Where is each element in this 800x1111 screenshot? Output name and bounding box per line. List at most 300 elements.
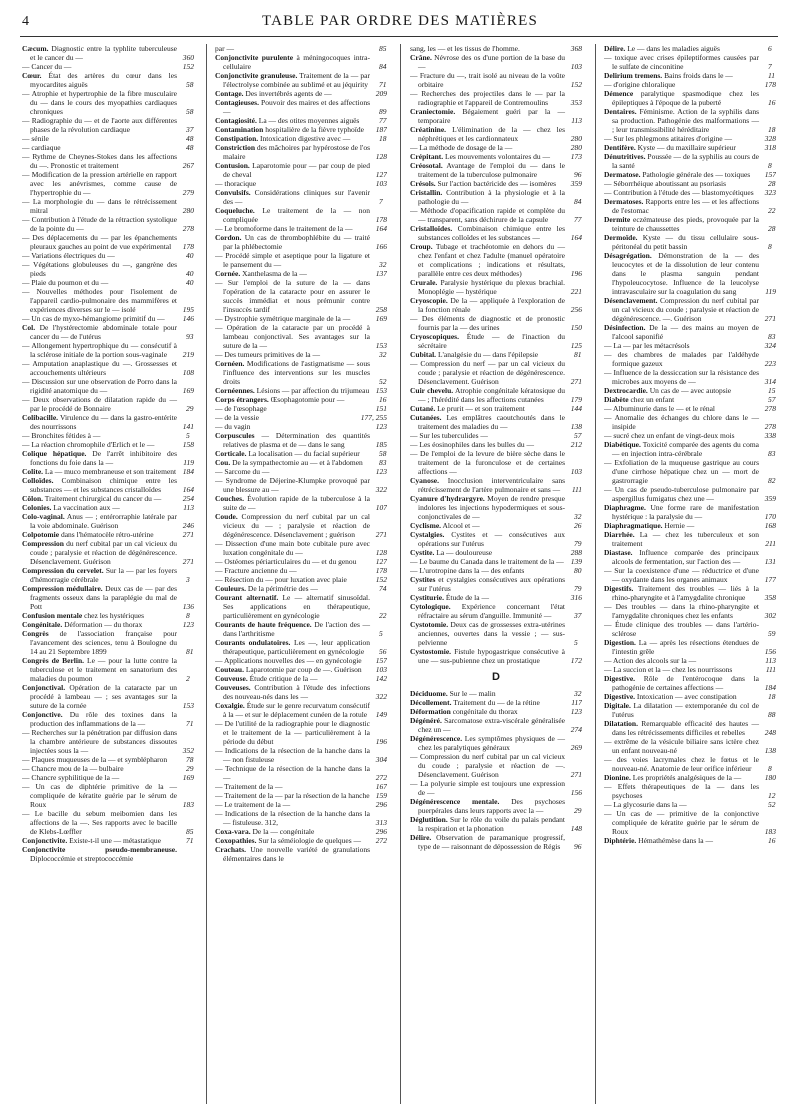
entry-heading: Corticale.: [215, 449, 247, 458]
entry-page-number: 185: [375, 440, 387, 449]
index-entry: [22, 773, 194, 782]
index-entry: Confusion mentale chez les hystériques 8: [22, 611, 190, 620]
index-entry: Digitale. La dilatation — extemporanée du col de l'utérus 88: [604, 701, 776, 719]
index-entry: [215, 413, 387, 422]
entry-text: Féminisme. Action de la syphilis dans sa production. Pathogénie des malformations — ; leur transmissibilité héréditaire: [612, 107, 759, 134]
entry-text: Une nouvelle variété de granulations élémentaires dans le: [223, 845, 370, 863]
index-entry: [215, 422, 387, 431]
index-entry: Cyclisme. Alcool et — 26: [410, 521, 582, 530]
entry-text: Traitement du — de la rétine: [451, 698, 540, 707]
entry-heading: Diaphragmatique.: [604, 521, 663, 530]
entry-heading: Dermoïde.: [604, 233, 638, 242]
entry-text: de l'association française pour l'avancement des sciences, tenu à Boulogne du 14 au 21 Septembre 1899: [30, 629, 177, 656]
entry-page-number: 211: [765, 539, 776, 548]
entry-text: Déformation — du thorax: [62, 620, 143, 629]
entry-text: — Plaques muqueuses de la — et symblépharon: [22, 755, 168, 764]
entry-heading: Contagieuses.: [215, 98, 259, 107]
entry-text: — Dystrophie symétrique marginale de la —: [215, 314, 351, 323]
entry-heading: Crurale.: [410, 278, 438, 287]
index-entry: [604, 521, 776, 530]
index-entry: [215, 179, 387, 188]
index-entry: [22, 449, 194, 467]
index-entry: [215, 224, 387, 233]
entry-page-number: 159: [375, 791, 387, 800]
entry-text: — Le traitement de la —: [215, 800, 291, 809]
entry-text: — La polyurie simple est toujours une expression de —: [410, 779, 565, 797]
entry-text: — Fracture du —, trait isolé au niveau de la voûte orbitaire: [410, 71, 565, 89]
entry-page-number: 279: [182, 188, 194, 197]
entry-text: Des invertébrés agents de —: [243, 89, 332, 98]
index-entry: [410, 44, 582, 53]
entry-page-number: 274: [570, 725, 582, 734]
entry-text: — du vagin: [215, 422, 251, 431]
entry-text: La — des otites moyennes aiguës: [256, 116, 360, 125]
index-entry: [215, 278, 387, 314]
entry-text: à méningocoques intra-cellulaire: [223, 53, 370, 71]
entry-page-number: 358: [764, 593, 776, 602]
entry-text: congénitale du thorax: [450, 707, 518, 716]
entry-text: — De l'utilité de la radiographie pour le diagnostic et le traitement de la — particulièrement à la période du début: [215, 719, 370, 746]
index-entry: [22, 170, 194, 197]
index-entry: [215, 233, 387, 251]
entry-text: Poussée — de la syphilis au cours de la santé: [612, 152, 759, 170]
index-entry: [215, 143, 387, 161]
entry-page-number: 246: [182, 521, 194, 530]
index-entry: — Exfoliation de la muqueuse gastrique au cours d'une cirrhose hépatique chez un — mort de gastrorragie 82: [604, 458, 776, 485]
entry-page-number: 107: [375, 503, 387, 512]
entry-heading: Dermatoses.: [604, 197, 644, 206]
entry-text: Deux cas de grossesses extra-utérines anciennes, ouvertes dans la vessie ; — sus-pelvienne: [418, 620, 565, 647]
entry-page-number: 278: [764, 404, 776, 413]
entry-heading: Compression médullaire.: [22, 584, 103, 593]
index-entry: [410, 593, 582, 602]
entry-heading: Conjonctivite purulente: [215, 53, 294, 62]
entry-text: — Méthode d'opacification rapide et complète du — transparent, sans déchirure de la capsule: [410, 206, 565, 224]
entry-text: — Le baume du Canada dans le traitement de la —: [410, 557, 564, 566]
index-entry: Cyanure d'hydrargyre. Moyen de rendre presque indolores les injections hypodermiques et sous-conjonctivales de — 32: [410, 494, 582, 521]
entry-text: Sur la séméiologie de quelques —: [256, 836, 362, 845]
entry-text: — Contribution à l'étude des — blastomycétiques: [604, 188, 754, 197]
entry-heading: Delirium tremens.: [604, 71, 663, 80]
entry-text: État des artères du cœur dans les myocardites aiguës: [30, 71, 177, 89]
index-entry: Créosotal. Avantage de l'emploi du — dans le traitement de la tuberculose pulmonaire 96: [410, 161, 582, 179]
index-entry: [22, 620, 194, 629]
index-entry: [604, 530, 776, 548]
entry-heading: Décollement.: [410, 698, 452, 707]
index-entry: [410, 548, 582, 557]
index-entry: Dermatoses. Rapports entre les — et les affections de l'estomac 22: [604, 197, 776, 215]
index-entry: Cornéen. Modifications de l'astigmatisme — sous l'influence des interventions sur les muscles droits 52: [215, 359, 387, 386]
entry-text: — de l'œsophage: [215, 404, 267, 413]
entry-text: L'analgésie du — dans l'épilepsie: [436, 350, 539, 359]
entry-text: — Étude clinique des troubles — dans l'artério-sclérose: [604, 620, 759, 638]
entry-page-number: 304: [375, 755, 387, 764]
entry-page-number: 323: [764, 188, 776, 197]
entry-heading: Crachats.: [215, 845, 247, 854]
entry-page-number: 272: [375, 836, 387, 845]
entry-text: Étude sur le genre recurvatum consécutif à la — et sur le déplacement cunéen de la rotule: [223, 701, 370, 719]
entry-text: — Albuminurie dans le — et le rénal: [604, 404, 716, 413]
index-entry: — Sur les tuberculides — 57: [410, 431, 582, 440]
entry-text: De la — appliquée à l'exploration de la fonction rénale: [418, 296, 565, 314]
entry-page-number: 153: [182, 701, 194, 710]
index-entry: — Des tumeurs primitives de la — 32: [215, 350, 387, 359]
index-entry: [215, 269, 387, 278]
entry-heading: Cystalgies.: [410, 530, 445, 539]
entry-text: — toxique avec crises épileptiformes causées par le sulfate de cinconitine: [604, 53, 759, 71]
entry-text: Rôle de l'entérocoque dans la pathogénie de certaines affections —: [612, 674, 759, 692]
entry-heading: Constriction: [215, 143, 255, 152]
entry-page-number: 302: [764, 611, 776, 620]
entry-page-number: 103: [570, 467, 582, 476]
index-entry: [215, 809, 387, 827]
entry-heading: Cutanées.: [410, 413, 442, 422]
entry-text: Influence comparée des principaux alcools de fermentation, sur l'action des —: [612, 548, 759, 566]
index-entry: [410, 404, 582, 413]
entry-text: De la — congénitale: [250, 827, 315, 836]
entry-text: par —: [215, 44, 234, 53]
index-entry: [22, 359, 194, 377]
index-entry: [22, 530, 194, 539]
entry-text: Sur l'action bactéricide des — isomères: [435, 179, 557, 188]
entry-text: — Syndrome de Déjerine-Klumpke provoqué par une blessure au —: [215, 476, 370, 494]
entry-heading: Contage.: [215, 89, 244, 98]
index-entry: [22, 539, 194, 566]
entry-page-number: 219: [182, 350, 194, 359]
entry-heading: Délire.: [604, 44, 626, 53]
index-entry: Congrès de Berlin. Le — pour la lutte contre la tuberculose et le traitement en sanatorium des maladies du poumon 2: [22, 656, 190, 683]
entry-text: — Cancer du —: [22, 62, 72, 71]
entry-page-number: 184: [764, 683, 776, 692]
entry-text: Les propriétés analgésiques de la —: [630, 773, 742, 782]
entry-text: Kyste — du maxillaire supérieur: [635, 143, 736, 152]
entry-text: — Rythme de Cheynes-Stokes dans les affections du —. Pronostic et traitement: [22, 152, 177, 170]
index-entry: Diphtérie. Hémathémèse dans la — 16: [604, 836, 776, 845]
index-entry: — Radiographie du — et de l'aorte aux différentes phases de la révolution cardiaque 37: [22, 116, 194, 134]
entry-heading: Colibacille.: [22, 413, 59, 422]
entry-text: Cystites et — consécutives aux opérations sur l'utérus: [418, 530, 565, 548]
entry-page-number: 288: [570, 548, 582, 557]
entry-text: Intoxication — avec constipation: [635, 692, 737, 701]
entry-page-number: 296: [375, 827, 387, 836]
entry-page-number: 271: [570, 377, 582, 386]
index-entry: [604, 80, 776, 89]
entry-text: — La morphologie du — dans le rétrécissement mitral: [22, 197, 177, 215]
index-entry: Déciduome. Sur le — malin 32: [410, 689, 582, 698]
index-entry: — Le bacille du sebum meibomien dans les affections de la —. Ses rapports avec le bacille de Klebs-Lœffler 85: [22, 809, 194, 836]
entry-text: La — après les résections étendues de l'intestin grêle: [612, 638, 759, 656]
entry-text: — Chancre mou de la — bulbaire: [22, 764, 124, 773]
entry-text: De la sympathectomie au — et à l'abdomen: [230, 458, 363, 467]
page-number: 4: [22, 14, 29, 29]
entry-text: Une forme rare de manifestation hystérique : la paralysie du —: [612, 503, 759, 521]
column-divider: [400, 44, 401, 1104]
entry-text: Pathologie générale des — toxiques: [640, 170, 751, 179]
index-entry: [410, 359, 582, 386]
entry-page-number: 103: [375, 179, 387, 188]
index-entry: [215, 161, 387, 179]
entry-text: chez les hystériques: [82, 611, 145, 620]
index-entry: — L'urotropine dans la — des enfants 80: [410, 566, 582, 575]
entry-heading: Corps étrangers.: [215, 395, 269, 404]
entry-text: — sucré chez un enfant de vingt-deux mois: [604, 431, 735, 440]
index-entry: [215, 206, 387, 224]
index-entry: [410, 815, 582, 833]
entry-text: — Sarcome du —: [215, 467, 270, 476]
entry-heading: Cryoscopiques.: [410, 332, 459, 341]
entry-heading: Cystostomie.: [410, 647, 452, 656]
entry-text: — Le bromoforme dans le traitement de la —: [215, 224, 353, 233]
index-entry: [22, 728, 194, 755]
entry-page-number: 352: [182, 746, 194, 755]
entry-text: — sénile: [22, 134, 49, 143]
index-entry: Cristallin. Contribution à la physiologie et à la pathologie du — 84: [410, 188, 582, 206]
entry-heading: Cristalloïdes.: [410, 224, 453, 233]
entry-heading: Dermatose.: [604, 170, 641, 179]
index-entry: Col. De l'hystérectomie abdominale totale pour cancer du — de l'utérus 93: [22, 323, 194, 341]
entry-heading: Désenclavement.: [604, 296, 658, 305]
entry-heading: Cornée.: [215, 269, 241, 278]
entry-heading: Cornéen.: [215, 359, 245, 368]
index-entry: [22, 197, 194, 215]
entry-page-number: 353: [570, 98, 582, 107]
entry-heading: Diabétique.: [604, 440, 641, 449]
entry-heading: Dextrocardie.: [604, 386, 648, 395]
index-entry: [604, 584, 776, 602]
index-entry: Courants de haute fréquence. De l'action des — dans l'arthritisme 5: [215, 620, 383, 638]
entry-text: eczémateuse des pieds, provoquée par la teinture de chaussettes: [612, 215, 759, 233]
entry-page-number: 221: [570, 287, 582, 296]
entry-page-number: 178: [375, 566, 387, 575]
entry-text: — Chancre syphilitique de la —: [22, 773, 120, 782]
entry-text: — Atrophie et hypertrophie de la fibre musculaire du — dans le cours des myopathies cardiaques chroniques: [22, 89, 177, 116]
entry-heading: Colpotomie: [22, 530, 60, 539]
entry-heading: Coude.: [215, 512, 238, 521]
index-entry: [215, 656, 387, 665]
index-entry: Cou. De la sympathectomie au — et à l'abdomen 83: [215, 458, 387, 467]
index-entry: — Procédé simple et aseptique pour la ligature et le pansement du — 32: [215, 251, 387, 269]
entry-text: Le traitement de la — non compliquée: [223, 206, 370, 224]
index-entry: Démence paralytique spasmodique chez les épileptiques à l'époque de la puberté 16: [604, 89, 776, 107]
index-entry: [22, 782, 194, 809]
entry-text: — Allongement hypertrophique du — consécutif à la sclérose initiale de la portion sous-vaginale: [22, 341, 177, 359]
index-entry: [604, 404, 776, 413]
entry-text: — Des déplacements du — par les épanchements pleuraux gauches au point de vue expérimental: [22, 233, 177, 251]
entry-text: — La méthode de dosage de la —: [410, 143, 513, 152]
entry-page-number: 280: [182, 206, 194, 215]
entry-page-number: 137: [375, 269, 387, 278]
entry-text: — Indications de la résection de la hanche dans la — fistuleuse. 312,: [215, 809, 370, 827]
index-entry: [604, 251, 776, 296]
index-entry: [215, 404, 387, 413]
index-entry: [410, 779, 582, 797]
entry-text: L'élimination de la — chez les néphrétiques et les cardionnateux: [418, 125, 565, 143]
entry-heading: Colloïdes.: [22, 476, 54, 485]
entry-text: — Ostéomes périarticulaires du — et du genou: [215, 557, 357, 566]
entry-page-number: 152: [375, 575, 387, 584]
entry-text: Compression du nerf cubital par un cal vicieux du coude ; paralysie et réaction de dégénérescence. —. Guérison: [612, 296, 759, 323]
index-entry: [22, 377, 194, 395]
entry-text: — Détermination des quantités relatives de plasma et de — dans le sang: [223, 431, 370, 449]
entry-text: — La — par les métacrésols: [604, 341, 690, 350]
index-entry: [22, 476, 194, 494]
entry-page-number: 272: [375, 773, 387, 782]
entry-page-number: 141: [182, 422, 194, 431]
entry-text: — Bronchites fétides à —: [22, 431, 101, 440]
entry-text: des mâchoires par hypérostose de l'os malaire: [223, 143, 370, 161]
index-entry: Cystites et cystalgies consécutives aux opérations sur l'utérus 79: [410, 575, 582, 593]
entry-heading: Contusion.: [215, 161, 250, 170]
index-entry: [604, 674, 776, 692]
entry-text: paralytique spasmodique chez les épileptiques à l'époque de la puberté: [612, 89, 759, 107]
entry-text: — La glycosurie dans la —: [604, 800, 687, 809]
index-entry: Diabète chez un enfant 57: [604, 395, 776, 404]
entry-page-number: 103: [570, 62, 582, 71]
index-entry: [410, 152, 582, 161]
entry-page-number: 157: [764, 170, 776, 179]
index-entry: — Atrophie et hypertrophie de la fibre musculaire du — dans le cours des myopathies cardiaques chroniques 58: [22, 89, 194, 116]
entry-page-number: 328: [764, 134, 776, 143]
entry-text: — Les éosinophiles dans les bulles du —: [410, 440, 534, 449]
entry-heading: Côlon.: [22, 494, 44, 503]
entry-page-number: 123: [182, 620, 194, 629]
entry-heading: Délire.: [410, 833, 432, 842]
entry-text: Névrose des os d'une portion de la base du —: [418, 53, 565, 71]
entry-text: Intoxication digestive avec —: [258, 134, 351, 143]
entry-page-number: 184: [182, 467, 194, 476]
index-entry: Digestive. Intoxication — avec constipation 18: [604, 692, 776, 701]
entry-page-number: 139: [570, 557, 582, 566]
index-entry: [215, 683, 387, 701]
entry-page-number: 113: [183, 503, 194, 512]
entry-heading: Cryoscopie.: [410, 296, 448, 305]
entry-page-number: 278: [764, 422, 776, 431]
index-entry: [410, 449, 582, 476]
entry-page-number: 173: [570, 152, 582, 161]
entry-text: Existe-t-il une — métastatique: [67, 836, 161, 845]
index-entry: [215, 314, 387, 323]
entry-page-number: 138: [764, 746, 776, 755]
entry-text: Moyen de rendre presque indolores les injections hypodermiques et sous-conjonctivales de —: [418, 494, 566, 521]
entry-page-number: 144: [570, 404, 582, 413]
entry-page-number: 136: [182, 602, 194, 611]
index-entry: [410, 647, 582, 665]
index-entry: [215, 386, 387, 395]
index-entry: [22, 44, 194, 62]
entry-page-number: 183: [764, 827, 776, 836]
entry-heading: Démence: [604, 89, 634, 98]
index-entry: Dentaires. Féminisme. Action de la syphilis dans sa production. Pathogénie des malformations — ; leur transmissibilité héréditaire 18: [604, 107, 776, 134]
entry-page-number: 187: [375, 125, 387, 134]
entry-page-number: 151: [375, 404, 387, 413]
entry-page-number: 359: [764, 494, 776, 503]
entry-heading: Courants ondulatoires.: [215, 638, 291, 647]
index-entry: Cystalgies. Cystites et — consécutives aux opérations sur l'utérus 79: [410, 530, 582, 548]
entry-text: — Variations électriques du —: [22, 251, 115, 260]
entry-heading: Coxa-vara.: [215, 827, 251, 836]
entry-text: — Traitement de la — par la résection de la hanche: [215, 791, 370, 800]
entry-heading: Créatinine.: [410, 125, 447, 134]
entry-text: — Un cas de myxo-hémangiome primitif du —: [22, 314, 165, 323]
entry-text: — Effets thérapeutiques de la — dans les psychoses: [604, 782, 759, 800]
entry-text: — Modification de la pression artérielle en rapport avec les anévrismes, comme cause de l'hypertrophie du —: [22, 170, 177, 197]
entry-text: Du rôle des toxines dans la production des inflammations de la —: [30, 710, 177, 728]
entry-page-number: 166: [375, 242, 387, 251]
entry-page-number: 314: [764, 377, 776, 386]
index-entry: [604, 656, 776, 665]
entry-text: Un cas de thrombophlébite du — traité par la phlébectomie: [223, 233, 370, 251]
entry-page-number: 164: [570, 233, 582, 242]
entry-page-number: 153: [375, 386, 387, 395]
entry-heading: Colique hépatique.: [22, 449, 87, 458]
entry-page-number: 111: [765, 665, 776, 674]
entry-heading: Colite.: [22, 467, 44, 476]
entry-text: Anus — ; entérorraphie latérale par la voie abdominale. Guérison: [30, 512, 177, 530]
entry-text: Kyste — du tissu cellulaire sous-péritonéal du petit bassin: [612, 233, 759, 251]
index-entry: [215, 719, 387, 746]
entry-heading: Craniectomie.: [410, 107, 456, 116]
index-entry: Corps étrangers. Œsophagotomie pour — 16: [215, 395, 387, 404]
index-entry: [215, 566, 387, 575]
index-entry: [410, 332, 582, 350]
entry-heading: Désagrégation.: [604, 251, 652, 260]
index-entry: [604, 773, 776, 782]
entry-text: Avantage de l'emploi du — dans le traitement de la tuberculose pulmonaire: [418, 161, 565, 179]
index-entry: Conjonctivite granuleuse. Traitement de la — par l'électrolyse combinée au sublimé et au jéquirity 71: [215, 71, 387, 89]
entry-text: Expérience concernant l'état réfractaire au sérum d'anguille. Immunité —: [418, 602, 565, 620]
index-entry: [215, 323, 387, 350]
entry-heading: Conjonctival.: [22, 683, 66, 692]
entry-heading: Coxalgie.: [215, 701, 245, 710]
index-column-4: [604, 44, 776, 1104]
entry-heading: Cristallin.: [410, 188, 443, 197]
index-entry: [22, 215, 194, 233]
entry-text: Traitement chirurgical du cancer du —: [43, 494, 162, 503]
entry-text: Les emplâtres caoutchoutés dans le traitement des maladies du —: [418, 413, 565, 431]
entry-text: — Des éléments de diagnostic et de pronostic fournis par la — des urines: [410, 314, 565, 332]
index-entry: Delirium tremens. Bains froids dans le — 11: [604, 71, 775, 80]
index-entry: — Séborrhéique aboutissant au psoriasis 28: [604, 179, 776, 188]
index-entry: par — 85: [215, 44, 387, 53]
entry-page-number: 280: [570, 143, 582, 152]
entry-page-number: 152: [570, 80, 582, 89]
index-entry: Cubital. L'analgésie du — dans l'épilepsie 81: [410, 350, 582, 359]
entry-text: — Contribution à l'étude de la rétraction systolique de la pointe du —: [22, 215, 177, 233]
entry-heading: Coxopathies.: [215, 836, 257, 845]
entry-text: Considérations cliniques sur l'avenir des —: [223, 188, 370, 206]
index-entry: Corticale. La localisation — du facial supérieur 58: [215, 449, 387, 458]
entry-heading: Cubital.: [410, 350, 437, 359]
index-entry: Cystotomie. Deux cas de grossesses extra-utérines anciennes, ouvertes dans la vessie ; — sus-pelvienne 5: [410, 620, 578, 647]
entry-heading: Courant alternatif.: [215, 593, 279, 602]
index-column-1: [22, 44, 194, 1104]
entry-heading: Diaphragme.: [604, 503, 646, 512]
entry-page-number: 148: [570, 824, 582, 833]
entry-page-number: 368: [570, 44, 582, 53]
index-entry: [215, 557, 387, 566]
index-entry: Conjonctivite. Existe-t-il une — métastatique 71: [22, 836, 194, 845]
page-header: [0, 0, 800, 40]
index-entry: [410, 224, 582, 242]
entry-text: — La succion et la — chez les nourrissons: [604, 665, 733, 674]
index-entry: — toxique avec crises épileptiformes causées par le sulfate de cinconitine 7: [604, 53, 772, 71]
index-entry: — des voies lacrymales chez le fœtus et le nouveau-né. Anatomie de leur orifice inférieur 8: [604, 755, 772, 773]
index-entry: [410, 89, 582, 107]
entry-page-number: 177, 255: [360, 413, 387, 422]
entry-text: La vaccination aux —: [51, 503, 120, 512]
entry-text: — De l'emploi de la levure de bière sèche dans le traitement de la furonculose et de certaines affections —: [410, 449, 565, 476]
entry-text: — Sur les tuberculides —: [410, 431, 488, 440]
